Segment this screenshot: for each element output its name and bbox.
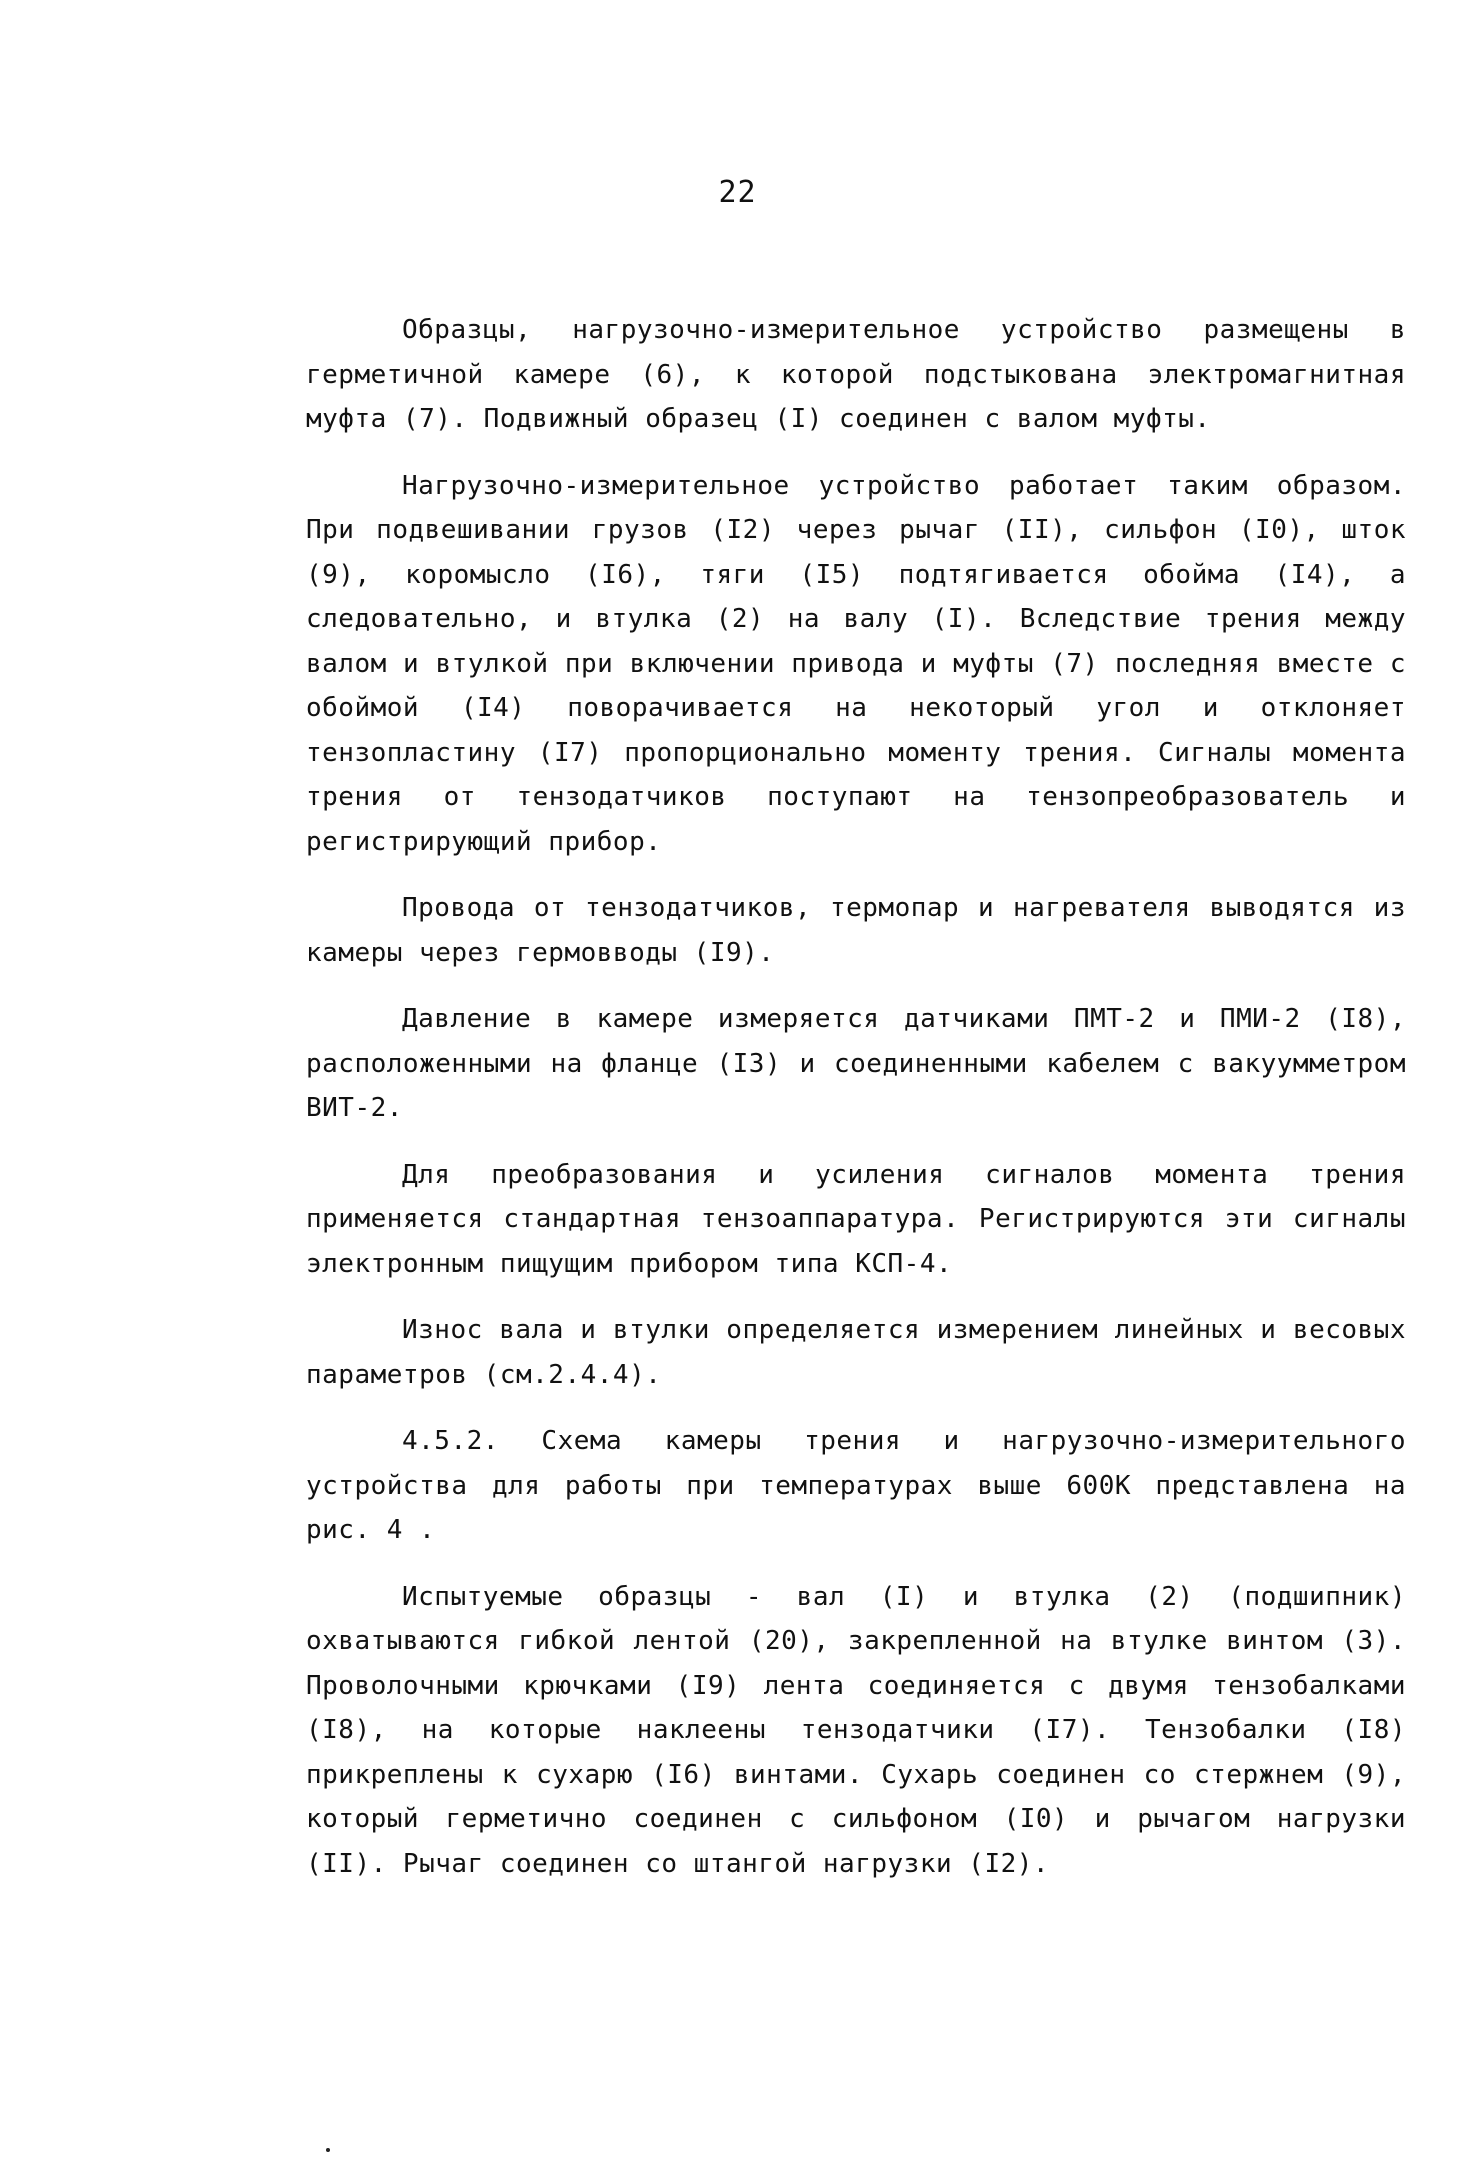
paragraph-specimens-placement: Образцы, нагрузочно-измерительное устройство размещены в герметичной камере (6), к которой подстыкована электромагнитная муфта (7). Подвижный образец (I) соединен с валом муфты. — [306, 315, 1406, 434]
body-text — [306, 308, 1406, 1908]
paragraph-section-4-5-2: 4.5.2. Схема камеры трения и нагрузочно-измерительного устройства для работы при температурах выше 600К представлена на рис. 4 . — [306, 1426, 1406, 1545]
paragraph-device-operation: Нагрузочно-измерительное устройство работает таким образом. При подвешивании грузов (I2) через рычаг (II), сильфон (I0), шток (9), коромысло (I6), тяги (I5) подтягивается обойма (I4), а следовательно, и втулка (2) на валу (I). Вследствие трения между валом и втулкой при включении привода и муфты (7) последняя вместе с обоймой (I4) поворачивается на некоторый угол и отклоняет тензопластину (I7) пропорционально моменту трения. Сигналы момента трения от тензодатчиков поступают на тензопреобразователь и регистрирующий прибор. — [306, 470, 1406, 857]
paragraph-pressure: Давление в камере измеряется датчиками ПМТ-2 и ПМИ-2 (I8), расположенными на фланце (I3) и соединенными кабелем с вакуумметром ВИТ-2. — [306, 1004, 1406, 1123]
paragraph-signal-processing: Для преобразования и усиления сигналов момента трения применяется стандартная тензоаппаратура. Регистрируются эти сигналы электронным пищущим прибором типа КСП-4. — [306, 1159, 1406, 1279]
scan-dot-mark — [326, 2148, 330, 2152]
paragraph-test-specimens: Испытуемые образцы - вал (I) и втулка (2) (подшипник) охватываются гибкой лентой (20), закрепленной на втулке винтом (3). Проволочными крючками (I9) лента соединяется с двумя тензобалками (I8), на которые наклеены тензодатчики (I7). Тензобалки (I8) прикреплены к сухарю (I6) винтами. Сухарь соединен со стержнем (9), который герметично соединен с сильфоном (I0) и рычагом нагрузки (II). Рычаг соединен со штангой нагрузки (I2). — [306, 1581, 1406, 1879]
paragraph-wear: Износ вала и втулки определяется измерением линейных и весовых параметров (см.2.4.4). — [306, 1315, 1406, 1390]
paragraph-wires: Провода от тензодатчиков, термопар и нагревателя выводятся из камеры через гермовводы (I9). — [306, 893, 1406, 968]
page-number: 22 — [718, 175, 757, 210]
